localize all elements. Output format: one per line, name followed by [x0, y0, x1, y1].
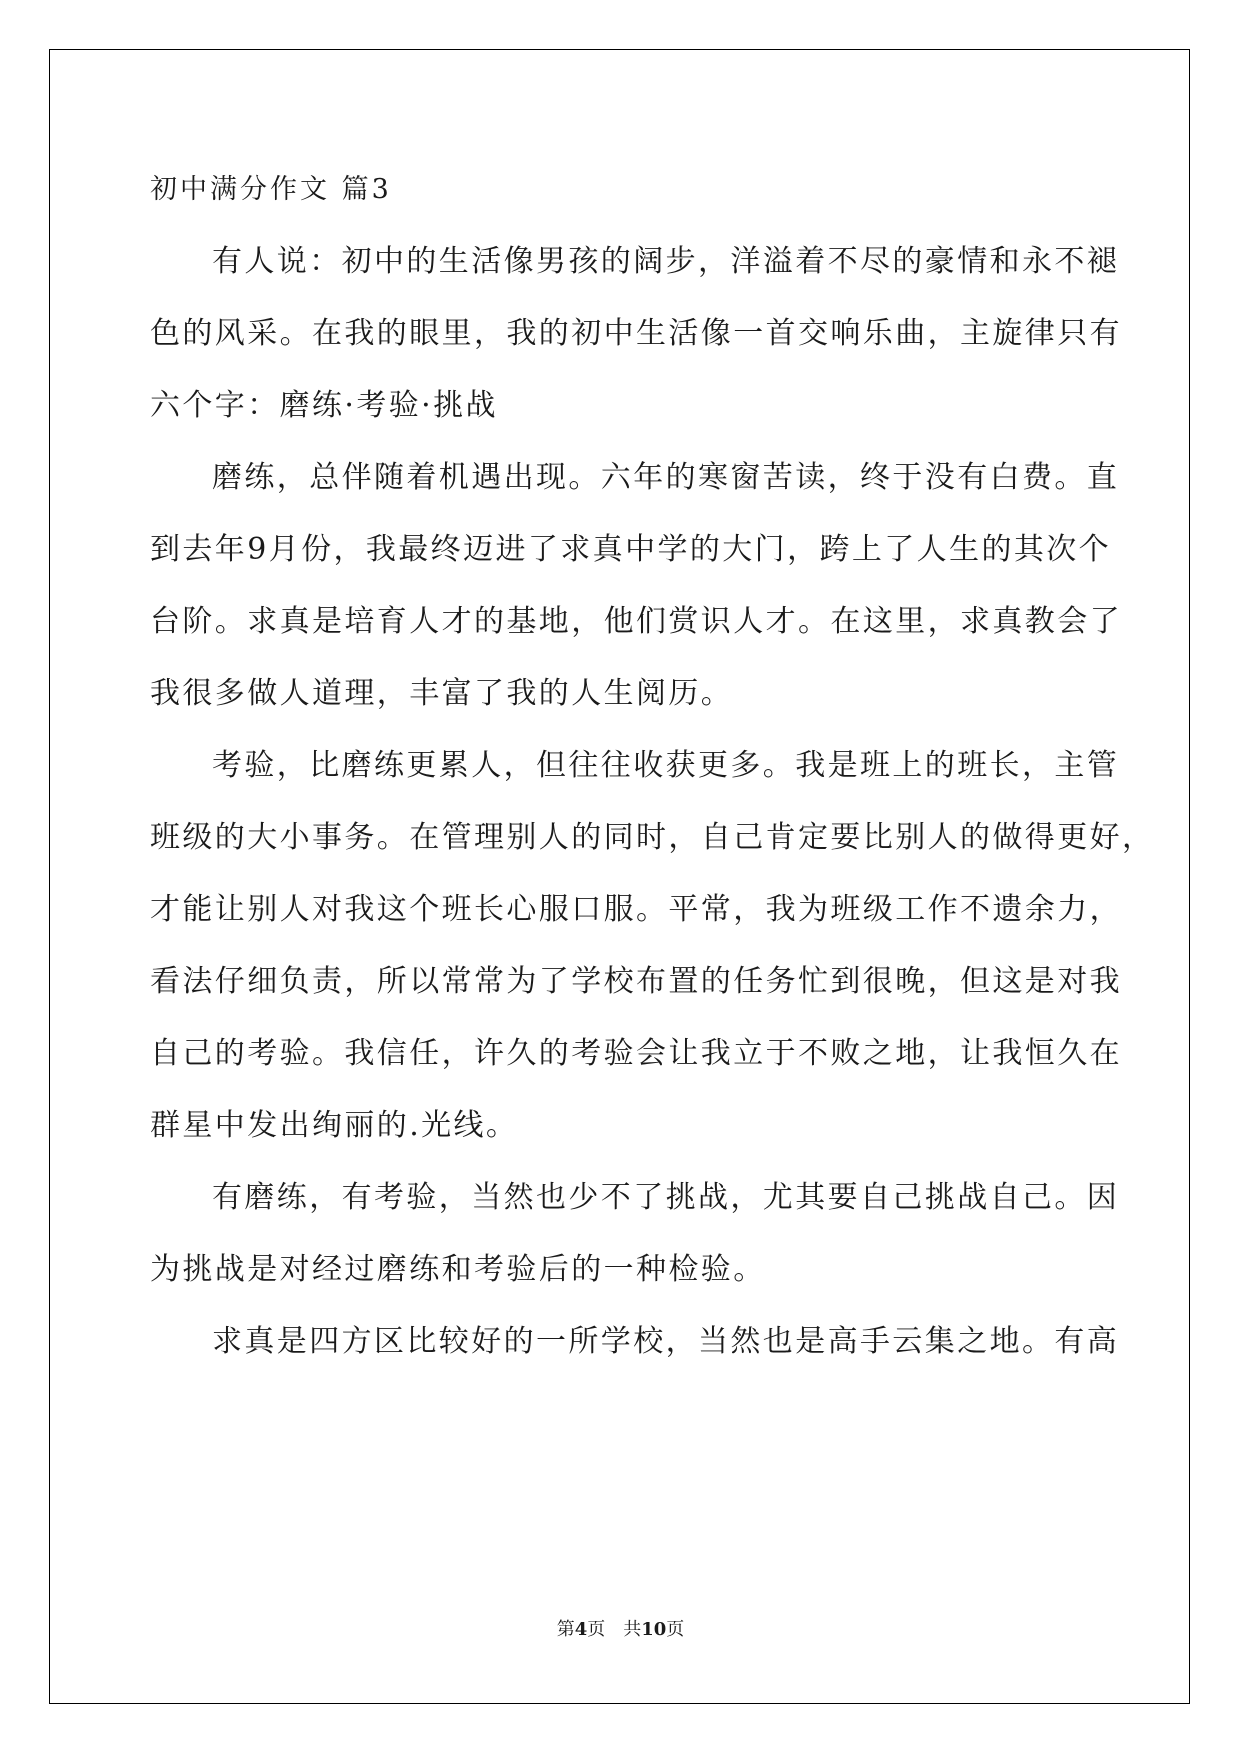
footer-prefix: 第 [556, 1619, 575, 1640]
paragraph-line: 六个字：磨练·考验·挑战 [150, 388, 498, 423]
paragraph-line: 到去年9月份，我最终迈进了求真中学的大门，跨上了人生的其次个 [150, 532, 1112, 567]
paragraph-line: 看法仔细负责，所以常常为了学校布置的任务忙到很晚，但这是对我 [150, 964, 1122, 999]
page-border [49, 49, 1190, 1704]
paragraph-line: 才能让别人对我这个班长心服口服。平常，我为班级工作不遗余力， [150, 892, 1122, 927]
page-number-footer [0, 1618, 1241, 1642]
paragraph-line: 有人说：初中的生活像男孩的阔步，洋溢着不尽的豪情和永不褪 [212, 244, 1120, 279]
current-page-number: 4 [574, 1619, 588, 1640]
footer-mid: 页 共 [587, 1619, 642, 1640]
paragraph-line: 求真是四方区比较好的一所学校，当然也是高手云集之地。有高 [212, 1324, 1120, 1359]
paragraph-line: 色的风采。在我的眼里，我的初中生活像一首交响乐曲，主旋律只有 [150, 316, 1122, 351]
total-pages-number: 10 [641, 1619, 667, 1640]
paragraph-line: 为挑战是对经过磨练和考验后的一种检验。 [150, 1252, 766, 1287]
paragraph-line: 班级的大小事务。在管理别人的同时，自己肯定要比别人的做得更好， [150, 820, 1155, 855]
paragraph-line: 群星中发出绚丽的.光线。 [150, 1108, 519, 1143]
footer-suffix: 页 [666, 1619, 685, 1640]
paragraph-line: 有磨练，有考验，当然也少不了挑战，尤其要自己挑战自己。因 [212, 1180, 1120, 1215]
paragraph-line: 磨练，总伴随着机遇出现。六年的寒窗苦读，终于没有白费。直 [212, 460, 1120, 495]
paragraph-line: 考验，比磨练更累人，但往往收获更多。我是班上的班长，主管 [212, 748, 1120, 783]
paragraph-line: 自己的考验。我信任，许久的考验会让我立于不败之地，让我恒久在 [150, 1036, 1122, 1071]
paragraph-line: 我很多做人道理，丰富了我的人生阅历。 [150, 676, 734, 711]
document-title: 初中满分作文 篇3 [150, 174, 392, 205]
paragraph-line: 台阶。求真是培育人才的基地，他们赏识人才。在这里，求真教会了 [150, 604, 1122, 639]
